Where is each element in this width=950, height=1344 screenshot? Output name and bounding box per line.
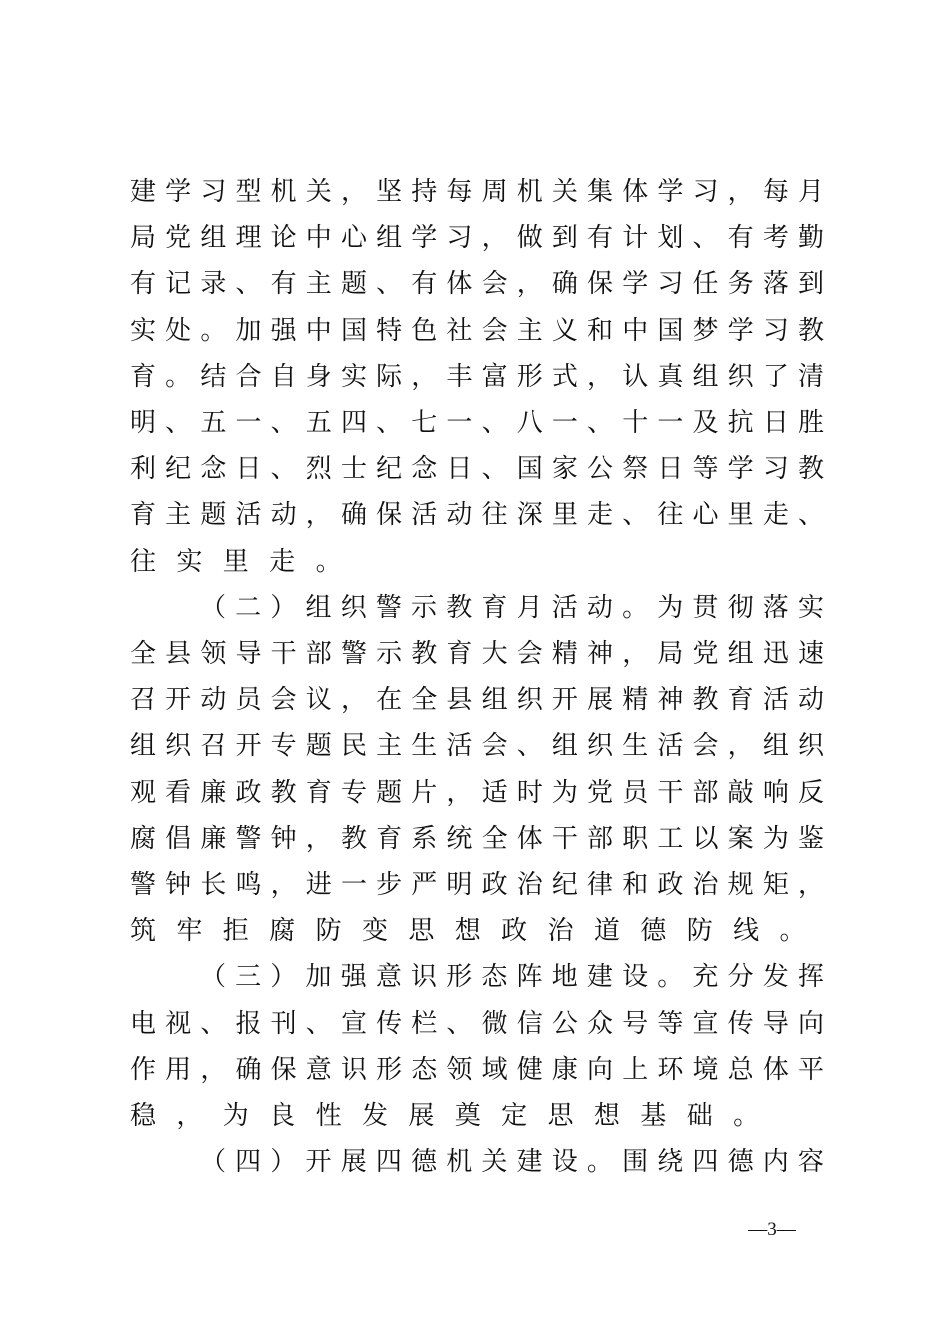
- text-line: 往 实 里 走 。: [130, 546, 342, 577]
- text-line: 召 开 动 员 会 议 ， 在 全 县 组 织 开 展 精 神 教 育 活 动: [130, 685, 824, 716]
- text-line: 实 处 。 加 强 中 国 特 色 社 会 主 义 和 中 国 梦 学 习 教: [130, 315, 824, 346]
- text-line: 电 视 、 报 刊 、 宣 传 栏 、 微 信 公 众 号 等 宣 传 导 向: [130, 1008, 824, 1039]
- text-line: 利 纪 念 日 、 烈 士 纪 念 日 、 国 家 公 祭 日 等 学 习 教: [130, 454, 824, 485]
- text-line: 明 、 五 一 、 五 四 、 七 一 、 八 一 、 十 一 及 抗 日 胜: [130, 408, 824, 438]
- text-line: 作 用 ， 确 保 意 识 形 态 领 域 健 康 向 上 环 境 总 体 平: [130, 1054, 824, 1085]
- text-line: 育 主 题 活 动 ， 确 保 活 动 往 深 里 走 、 往 心 里 走 、: [130, 500, 824, 531]
- text-line: 建 学 习 型 机 关 ， 坚 持 每 周 机 关 集 体 学 习 ， 每 月: [130, 177, 824, 207]
- text-line: 组 织 召 开 专 题 民 主 生 活 会 、 组 织 生 活 会 ， 组 织: [130, 731, 824, 762]
- text-line: 观 看 廉 政 教 育 专 题 片 ， 适 时 为 党 员 干 部 敲 响 反: [130, 777, 824, 808]
- text-line: 警 钟 长 鸣 ， 进 一 步 严 明 政 治 纪 律 和 政 治 规 矩 ，: [130, 870, 824, 900]
- text-line: 筑 牢 拒 腐 防 变 思 想 政 治 道 德 防 线 。: [130, 916, 806, 947]
- text-line: 有 记 录 、 有 主 题 、 有 体 会 ， 确 保 学 习 任 务 落 到: [130, 269, 824, 300]
- text-line: 育 。 结 合 自 身 实 际 ， 丰 富 形 式 ， 认 真 组 织 了 清: [130, 361, 824, 392]
- text-line: （ 四 ） 开 展 四 德 机 关 建 设 。 围 绕 四 德 内 容: [200, 1147, 824, 1178]
- page-number: —3—: [748, 1219, 796, 1240]
- text-line: 腐 倡 廉 警 钟 ， 教 育 系 统 全 体 干 部 职 工 以 案 为 鉴: [130, 823, 824, 854]
- text-line: （ 二 ） 组 织 警 示 教 育 月 活 动 。 为 贯 彻 落 实: [200, 592, 824, 623]
- text-line: 局 党 组 理 论 中 心 组 学 习 ， 做 到 有 计 划 、 有 考 勤: [130, 223, 824, 254]
- text-line: 稳 ， 为 良 性 发 展 奠 定 思 想 基 础 。: [130, 1101, 760, 1131]
- text-line: （ 三 ） 加 强 意 识 形 态 阵 地 建 设 。 充 分 发 挥: [200, 962, 824, 993]
- text-line: 全 县 领 导 干 部 警 示 教 育 大 会 精 神 ， 局 党 组 迅 速: [130, 639, 824, 669]
